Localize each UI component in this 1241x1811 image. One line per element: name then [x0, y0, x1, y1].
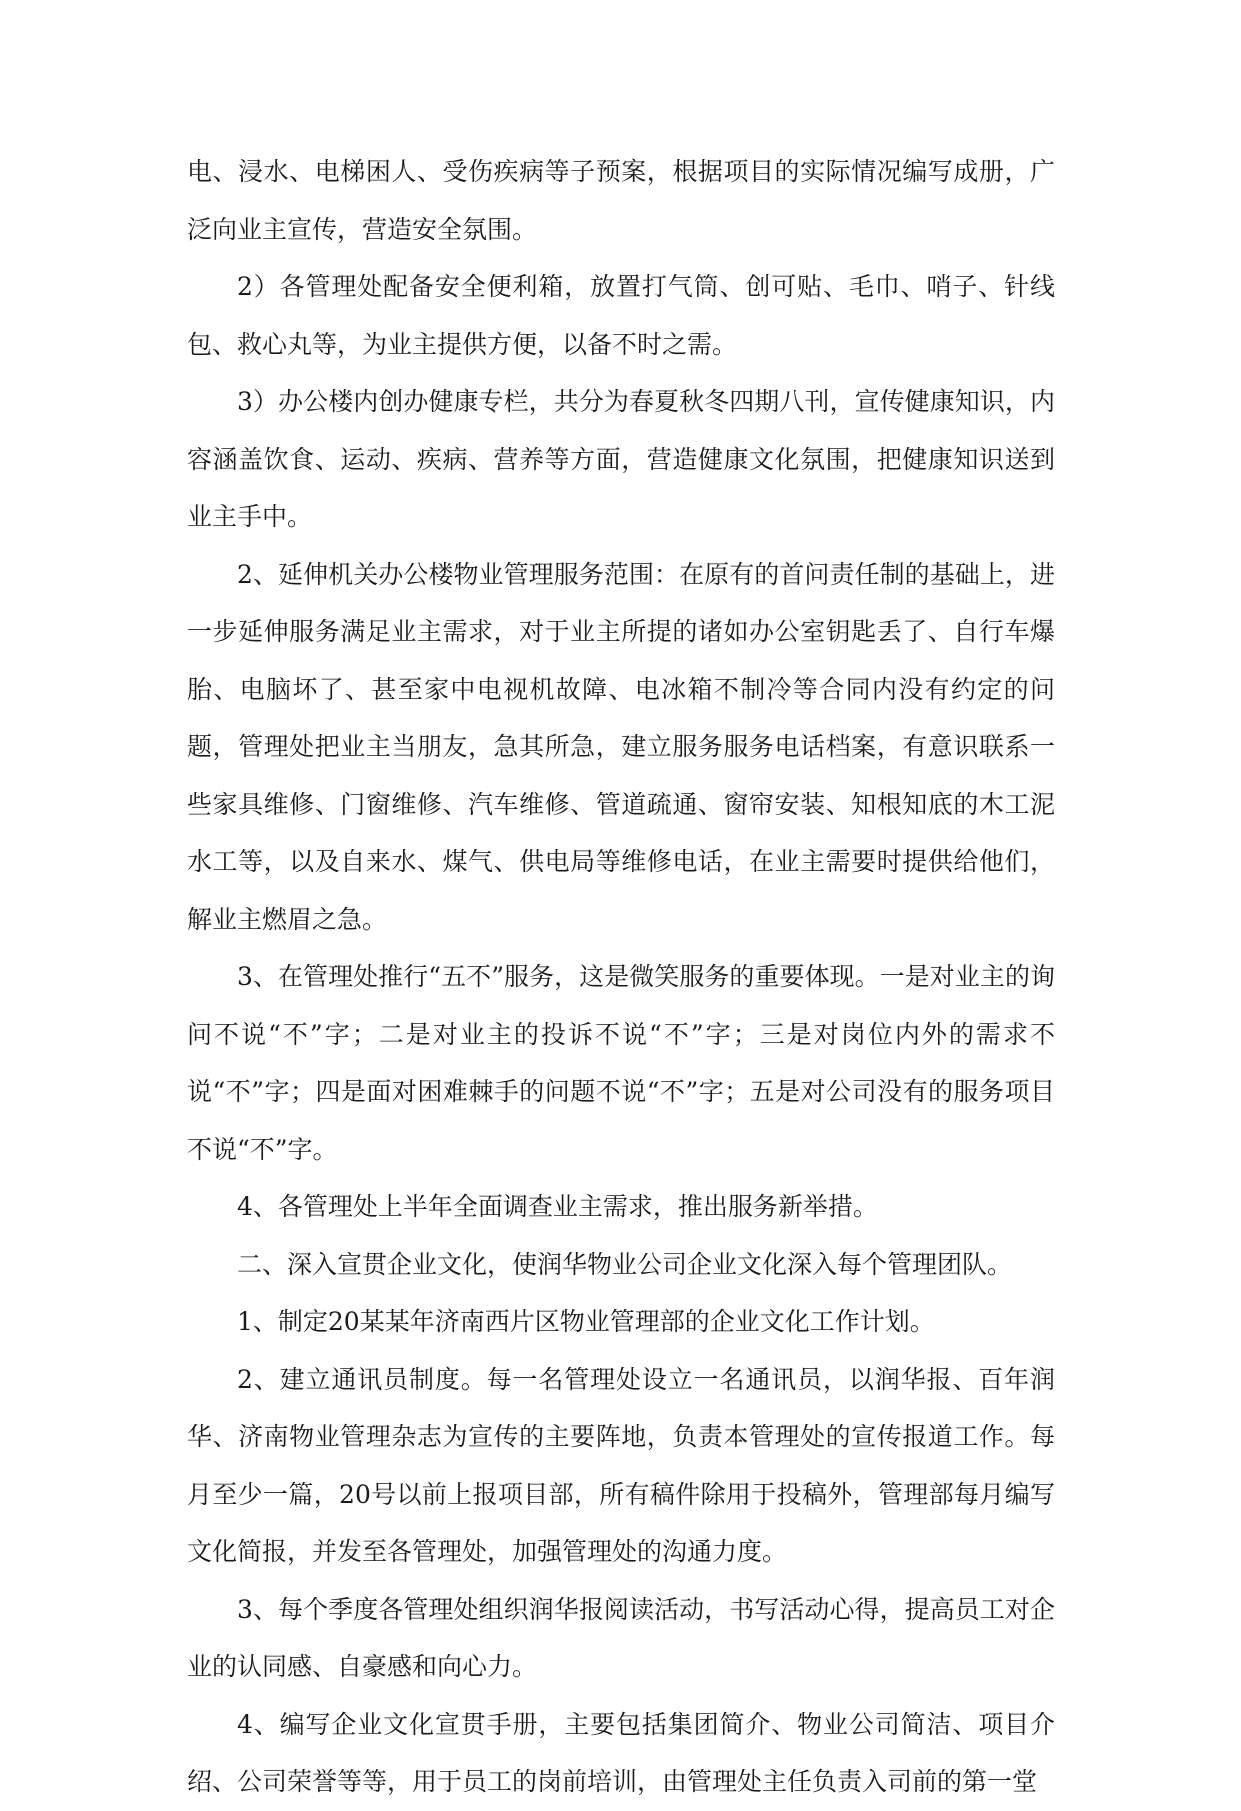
section-heading: 二、深入宣贯企业文化，使润华物业公司企业文化深入每个管理团队。 — [237, 1249, 1013, 1279]
paragraph-10: 3、每个季度各管理处组织润华报阅读活动，书写活动心得，提高员工对企业的认同感、自豪感和向心力。 — [187, 1594, 1055, 1681]
paragraph-6: 4、各管理处上半年全面调查业主需求，推出服务新举措。 — [237, 1192, 878, 1221]
paragraph-9: 2、建立通讯员制度。每一名管理处设立一名通讯员，以润华报、百年润华、济南物业管理杂志为宣传的主要阵地，负责本管理处的宣传报道工作。每月至少一篇，20号以前上报项目部，所有稿件除用于投稿外，管理部每月编写文化简报，并发至各管理处，加强管理处的沟通力度。 — [187, 1364, 1055, 1566]
paragraph-1: 电、浸水、电梯困人、受伤疾病等子预案，根据项目的实际情况编写成册，广泛向业主宣传，营造安全氛围。 — [187, 157, 1055, 244]
paragraph-11: 4、编写企业文化宣贯手册，主要包括集团简介、物业公司简洁、项目介绍、公司荣誉等等，用于员工的岗前培训，由管理处主任负责入司前的第一堂 — [187, 1709, 1055, 1796]
paragraph-2: 2）各管理处配备安全便利箱，放置打气筒、创可贴、毛巾、哨子、针线包、救心丸等，为业主提供方便，以备不时之需。 — [187, 272, 1055, 359]
document-page — [187, 143, 1055, 1811]
paragraph-5: 3、在管理处推行“五不”服务，这是微笑服务的重要体现。一是对业主的询问不说“不”字；二是对业主的投诉不说“不”字；三是对岗位内外的需求不说“不”字；四是面对困难棘手的问题不说“不”字；五是对公司没有的服务项目不说“不”字。 — [187, 962, 1055, 1164]
paragraph-8: 1、制定20某某年济南西片区物业管理部的企业文化工作计划。 — [237, 1307, 935, 1336]
paragraph-3: 3）办公楼内创办健康专栏，共分为春夏秋冬四期八刊，宣传健康知识，内容涵盖饮食、运动、疾病、营养等方面，营造健康文化氛围，把健康知识送到业主手中。 — [187, 387, 1055, 531]
paragraph-4: 2、延伸机关办公楼物业管理服务范围：在原有的首问责任制的基础上，进一步延伸服务满足业主需求，对于业主所提的诸如办公室钥匙丢了、自行车爆胎、电脑坏了、甚至家中电视机故障、电冰箱不制冷等合同内没有约定的问题，管理处把业主当朋友，急其所急，建立服务服务电话档案，有意识联系一些家具维修、门窗维修、汽车维修、管道疏通、窗帘安装、知根知底的木工泥水工等，以及自来水、煤气、供电局等维修电话，在业主需要时提供给他们，解业主燃眉之急。 — [187, 559, 1055, 934]
